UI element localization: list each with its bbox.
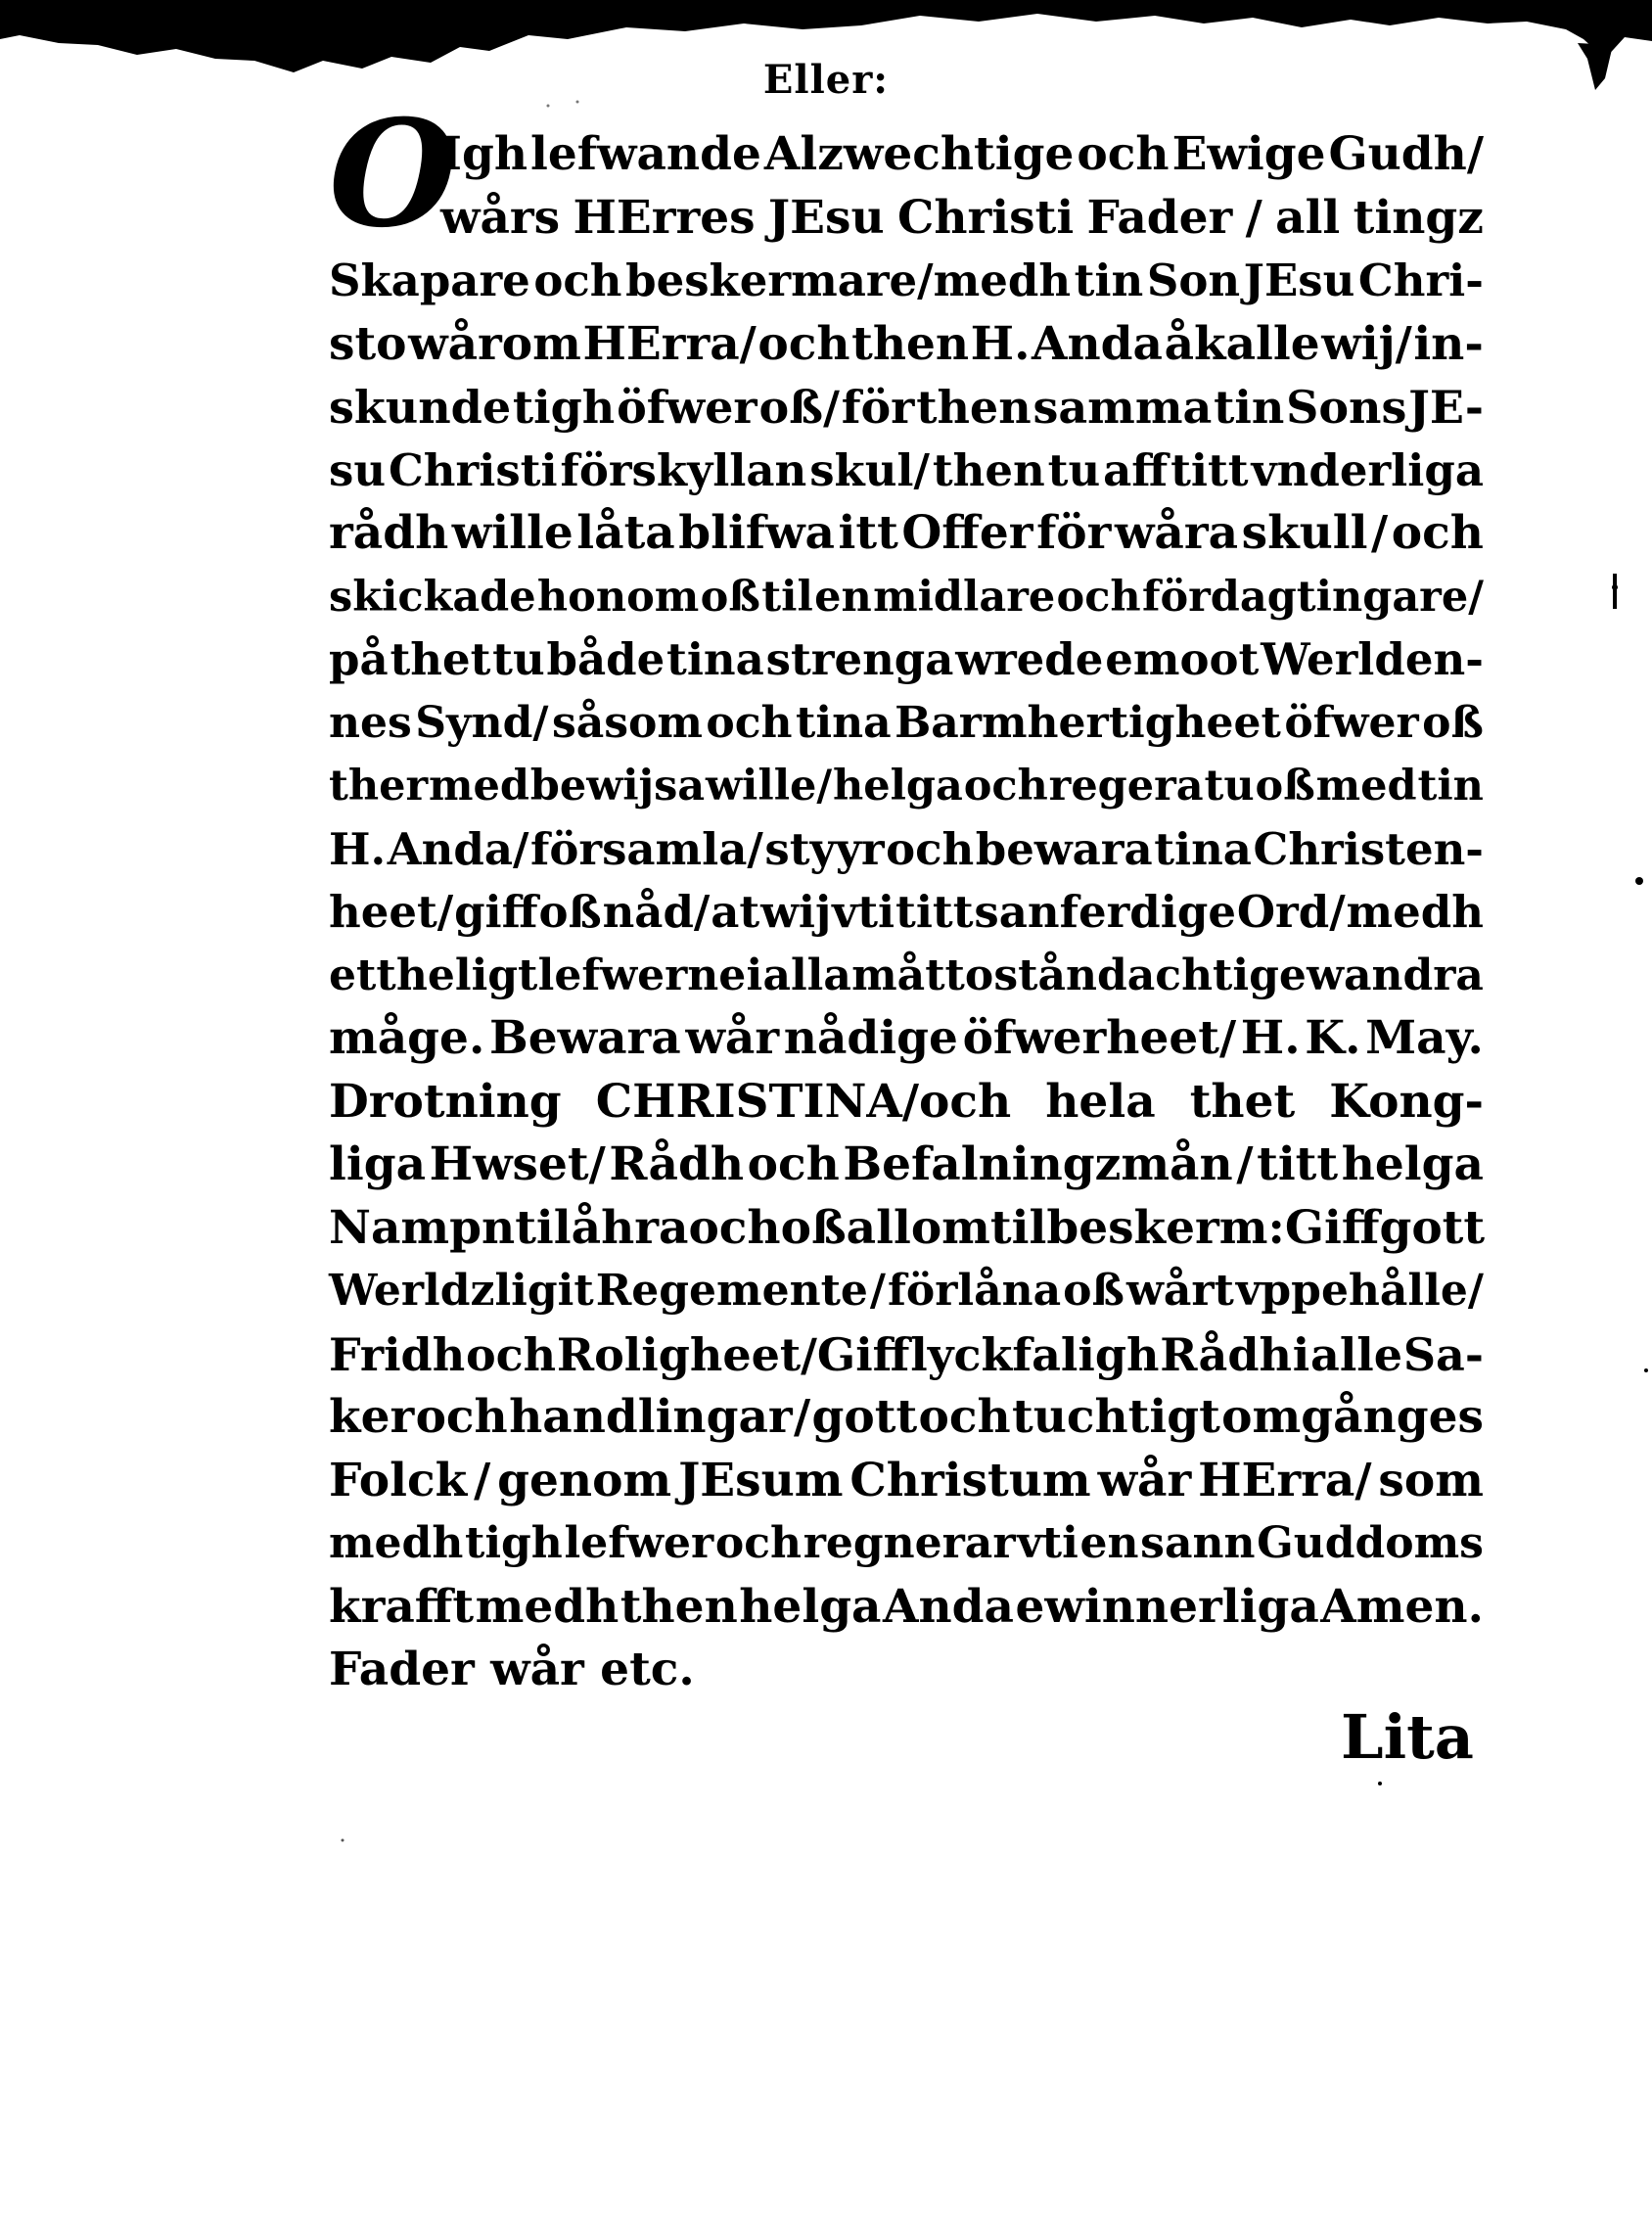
prayer-text (329, 123, 1484, 1702)
text-line: Igh lefwande Alzwechtige och Ewige Gudh/ (440, 127, 1484, 181)
text-line: Skapare och beskermare/medh tin Son JEsu Chri- (329, 255, 1484, 306)
text-line: Folck / genom JEsum Christum wår HErra/ som (329, 1453, 1484, 1507)
text-line: krafft medh then helga Anda ewinnerliga Amen. (329, 1579, 1484, 1634)
page-heading: Eller: (762, 57, 890, 103)
text-line: skunde tigh öfwer oß/ för then samma tin Sons JE- (329, 381, 1484, 434)
text-line: nes Synd/ såsom och tina Barmhertigheet öfwer oß (329, 697, 1484, 748)
text-line: H. Anda/ församla/ styyr och bewara tina Christen- (329, 822, 1484, 875)
text-line: måge. Bewara wår nådige öfwerheet/ H. K. May. (329, 1011, 1484, 1065)
text-line: ett heligt lefwerne i alla måtto ståndachtige wandra (329, 950, 1484, 1000)
text-line: Fader wår etc. (329, 1643, 695, 1696)
text-line: sto wårom HErra/ och then H. Anda åkalle wij/ in- (329, 316, 1484, 371)
text-line: rådh wille låta blifwa itt Offer för wåra skull / och (329, 506, 1484, 560)
text-line: Drotning CHRISTINA/och hela thet Kong- (329, 1074, 1484, 1129)
text-line: ker och handlingar / gott och tuchtigt omgånges (329, 1390, 1484, 1444)
text-line: Nampn til åhra och oß allom til beskerm: Giff gott (329, 1200, 1486, 1255)
text-line: ther med bewijsa wille/ helga och regera tu oß med tin (329, 762, 1484, 811)
text-line: Werldzligit Regemente / förlåna oß wårt vppehålle/ (329, 1266, 1484, 1316)
text-line: wårs HErres JEsu Christi Fader / all tingz (440, 190, 1484, 245)
text-line: Fridh och Roligheet/Giff lyckfaligh Rådh i alle Sa- (329, 1327, 1484, 1381)
text-line: skickade honom oß til en midlare och fördagtingare/ (329, 572, 1484, 622)
text-line: på thet tu både tina strenga wrede emoot Werlden- (329, 633, 1484, 685)
text-line: liga Hwset/ Rådh och Befalningzmån / titt helga (329, 1137, 1484, 1191)
text-line: heet/ giff oß nåd/ at wij vti titt sanferdige Ord/ medh (329, 886, 1484, 938)
drop-cap-initial: O (329, 88, 457, 260)
text-line: su Christi förskyllan skul/ then tu aff titt vnderliga (329, 443, 1484, 496)
text-line: medh tigh lefwer och regnerar vti en sann Guddoms (329, 1518, 1484, 1568)
catchword: Lita (1341, 1701, 1474, 1773)
